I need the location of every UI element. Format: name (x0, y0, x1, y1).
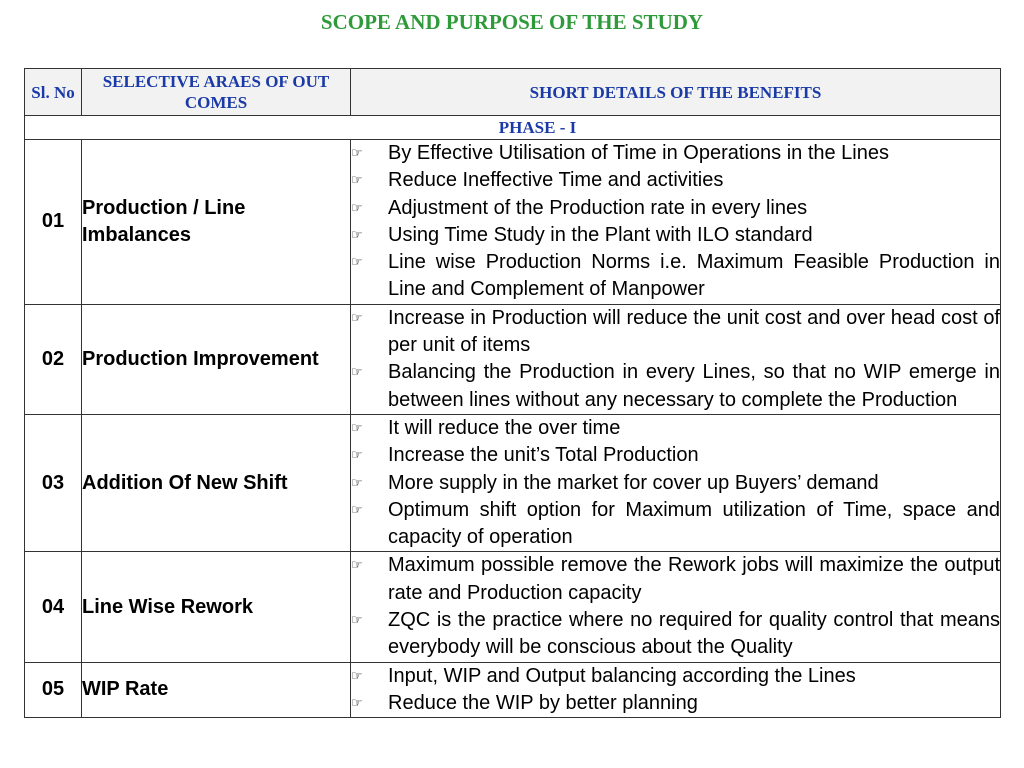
list-item (351, 470, 1000, 497)
row-number: 05 (25, 662, 82, 718)
outcome-area: Production Improvement (82, 304, 351, 414)
benefit-text: Reduce the WIP by better planning (388, 691, 698, 714)
table-row (25, 662, 1001, 718)
benefit-list (351, 663, 1000, 718)
benefit-text: Optimum shift option for Maximum utilization of Time, space and capacity of operation (388, 498, 1000, 549)
pointing-hand-icon: ☞ (351, 558, 363, 574)
pointing-hand-icon: ☞ (351, 502, 363, 518)
outcome-area: Addition Of New Shift (82, 414, 351, 551)
benefit-text: More supply in the market for cover up Buyers’ demand (388, 471, 879, 494)
list-item (351, 359, 1000, 414)
benefit-details (351, 414, 1001, 551)
list-item (351, 195, 1000, 222)
benefit-text: Adjustment of the Production rate in every lines (388, 196, 808, 219)
header-details: SHORT DETAILS OF THE BENEFITS (351, 69, 1001, 116)
header-row (25, 69, 1001, 116)
outcome-area: WIP Rate (82, 662, 351, 718)
page-title: SCOPE AND PURPOSE OF THE STUDY (320, 10, 704, 34)
row-number: 03 (25, 414, 82, 551)
benefit-text: Input, WIP and Output balancing according the Lines (388, 664, 856, 687)
list-item (351, 415, 1000, 442)
pointing-hand-icon: ☞ (351, 173, 363, 189)
benefit-text: Line wise Production Norms i.e. Maximum Feasible Production in Line and Complement of Manpower (388, 251, 1000, 301)
benefit-text: ZQC is the practice where no required for quality control that means everybody will be conscious about the Quality (388, 609, 1000, 659)
benefit-details (351, 552, 1001, 662)
phase-text: PHASE - I (498, 117, 577, 137)
pointing-hand-icon: ☞ (351, 200, 363, 216)
header-sl-no: Sl. No (25, 69, 82, 116)
table-row (25, 140, 1001, 305)
pointing-hand-icon: ☞ (351, 420, 363, 436)
benefit-details (351, 140, 1001, 305)
outcome-area: Line Wise Rework (82, 552, 351, 662)
table-row (25, 552, 1001, 662)
list-item (351, 442, 1000, 469)
pointing-hand-icon: ☞ (351, 613, 363, 629)
header-areas: SELECTIVE ARAES OF OUT COMES (82, 69, 351, 116)
benefit-text: It will reduce the over time (388, 416, 621, 439)
pointing-hand-icon: ☞ (351, 448, 363, 464)
scope-table (24, 68, 1001, 718)
list-item (351, 497, 1000, 552)
pointing-hand-icon: ☞ (351, 255, 363, 271)
benefit-list (351, 415, 1000, 551)
pointing-hand-icon: ☞ (351, 146, 363, 161)
benefit-text: Using Time Study in the Plant with ILO standard (388, 223, 813, 246)
benefit-list (351, 140, 1000, 304)
pointing-hand-icon: ☞ (351, 695, 363, 711)
benefit-details (351, 662, 1001, 718)
list-item (351, 222, 1000, 249)
row-number: 01 (25, 140, 82, 305)
table-body (25, 140, 1001, 718)
list-item (351, 690, 1000, 717)
benefit-list (351, 552, 1000, 661)
table-row (25, 304, 1001, 414)
benefit-list (351, 305, 1000, 414)
pointing-hand-icon: ☞ (351, 475, 363, 491)
benefit-text: Increase the unit’s Total Production (388, 444, 699, 467)
list-item (351, 552, 1000, 607)
pointing-hand-icon: ☞ (351, 310, 363, 326)
row-number: 02 (25, 304, 82, 414)
pointing-hand-icon: ☞ (351, 668, 363, 684)
list-item (351, 167, 1000, 194)
benefit-details (351, 304, 1001, 414)
phase-label (25, 116, 1001, 140)
benefit-text: By Effective Utilisation of Time in Operations in the Lines (388, 142, 889, 164)
list-item (351, 140, 1000, 167)
list-item (351, 249, 1000, 304)
pointing-hand-icon: ☞ (351, 365, 363, 381)
benefit-text: Reduce Ineffective Time and activities (388, 169, 724, 192)
benefit-text: Balancing the Production in every Lines, so that no WIP emerge in between lines without any necessary to complete the Production (388, 361, 1000, 411)
list-item (351, 305, 1000, 360)
benefit-text: Increase in Production will reduce the unit cost and over head cost of per unit of items (388, 306, 1000, 357)
table-row (25, 414, 1001, 551)
list-item (351, 663, 1000, 690)
pointing-hand-icon: ☞ (351, 227, 363, 243)
benefit-text: Maximum possible remove the Rework jobs will maximize the output rate and Production capacity (388, 554, 1000, 604)
row-number: 04 (25, 552, 82, 662)
outcome-area: Production / Line Imbalances (82, 140, 351, 305)
list-item (351, 607, 1000, 662)
phase-row (25, 116, 1001, 140)
